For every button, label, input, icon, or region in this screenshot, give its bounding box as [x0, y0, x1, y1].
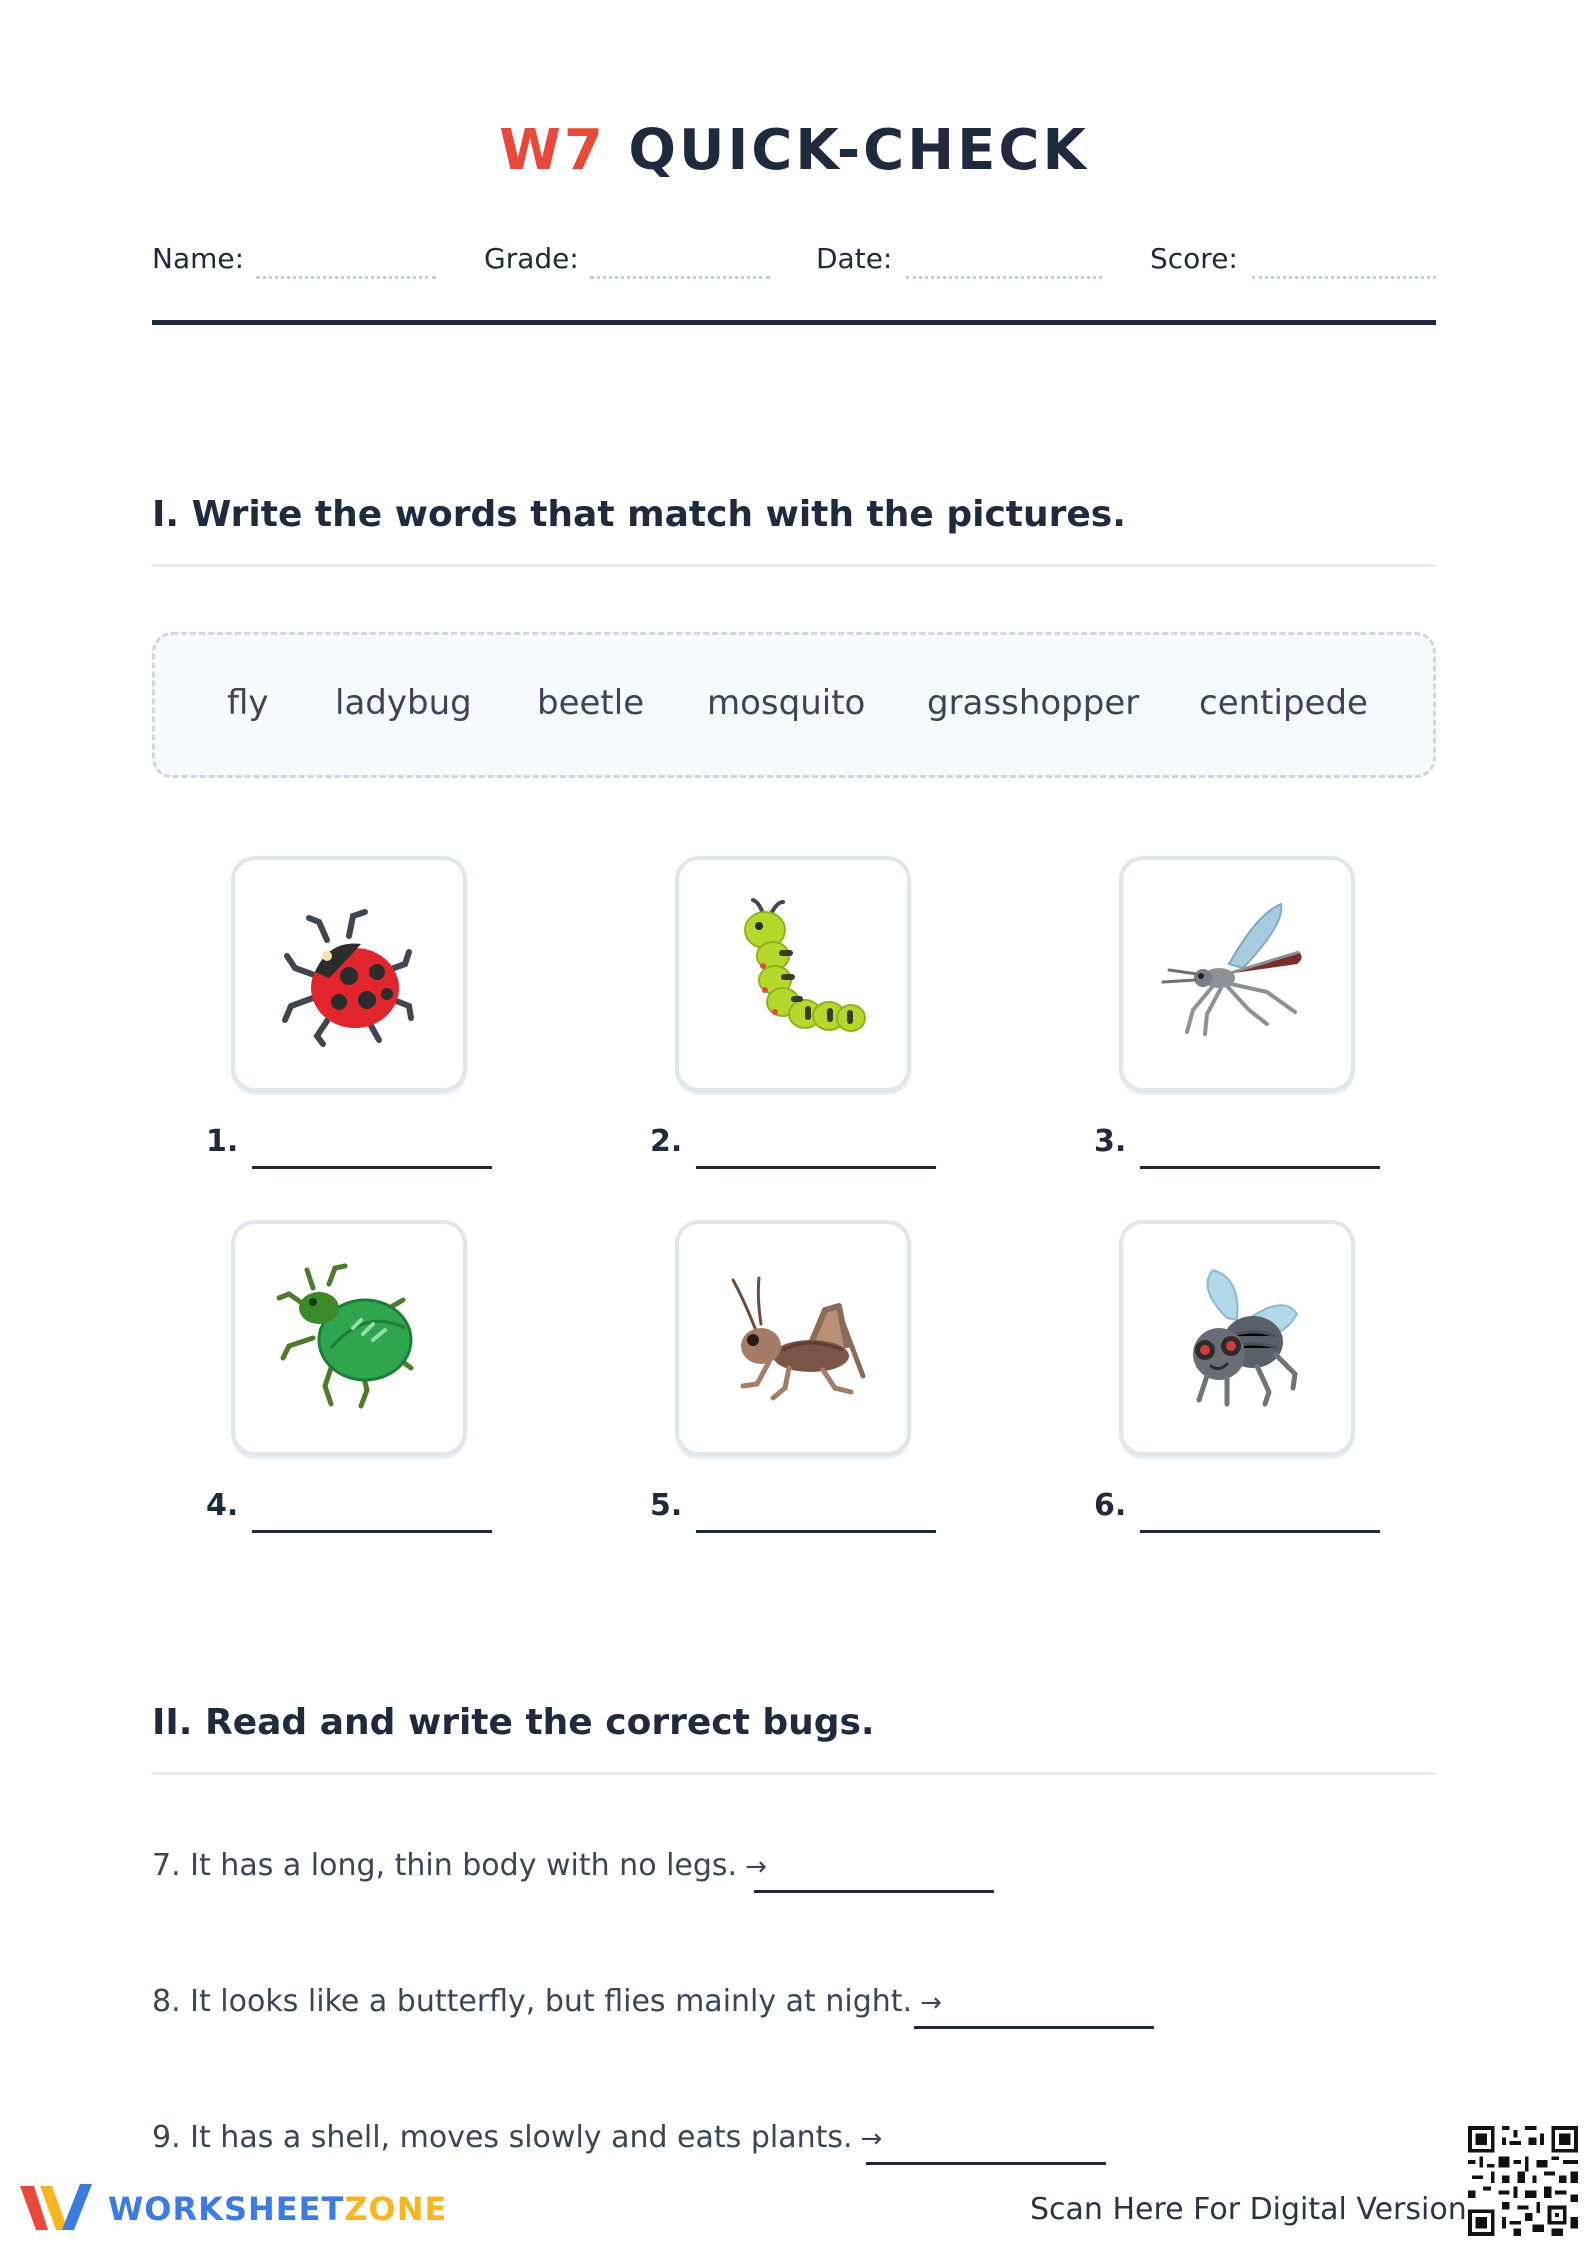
answer-blank-6[interactable] — [1140, 1530, 1380, 1533]
ladybug-icon — [269, 894, 429, 1054]
section-2-divider — [152, 1772, 1436, 1775]
section-1-title: I. Write the words that match with the pictures. — [152, 494, 1126, 535]
brand-name: WORKSHEETZONE — [108, 2190, 448, 2228]
question-text: 8. It looks like a butterfly, but flies mainly at night. — [152, 1984, 913, 2019]
worksheetzone-logo[interactable] — [18, 2180, 448, 2236]
word-bank — [152, 632, 1436, 778]
picture-card-3 — [1119, 856, 1355, 1092]
word-bank-item: beetle — [537, 683, 645, 723]
qr-code-icon[interactable] — [1468, 2126, 1578, 2236]
score-label: Score: — [1150, 242, 1238, 275]
grade-label: Grade: — [484, 242, 579, 275]
item-number: 5. — [650, 1488, 683, 1523]
worksheet-title — [0, 118, 1588, 183]
word-bank-item: ladybug — [335, 683, 472, 723]
word-bank-item: mosquito — [707, 683, 866, 723]
section-2-title: II. Read and write the correct bugs. — [152, 1702, 875, 1743]
question-9 — [152, 2120, 882, 2155]
answer-blank-5[interactable] — [696, 1530, 936, 1533]
arrow-icon: → — [745, 1852, 767, 1882]
item-number: 4. — [206, 1488, 239, 1523]
answer-blank-9[interactable] — [866, 2162, 1106, 2165]
picture-card-5 — [675, 1220, 911, 1456]
mosquito-icon — [1157, 894, 1317, 1054]
word-bank-item: centipede — [1199, 683, 1368, 723]
answer-blank-7[interactable] — [754, 1890, 994, 1893]
score-blank[interactable] — [1252, 276, 1436, 279]
picture-card-2 — [675, 856, 911, 1092]
picture-card-4 — [231, 1220, 467, 1456]
picture-card-6 — [1119, 1220, 1355, 1456]
question-7 — [152, 1848, 767, 1883]
answer-blank-2[interactable] — [696, 1166, 936, 1169]
score-field[interactable] — [1150, 238, 1436, 284]
fly-icon — [1157, 1258, 1317, 1418]
item-number: 2. — [650, 1124, 683, 1159]
grade-blank[interactable] — [590, 276, 770, 279]
question-8 — [152, 1984, 942, 2019]
student-info-fields — [152, 238, 1436, 284]
word-bank-item: grasshopper — [927, 683, 1140, 723]
title-main: QUICK-CHECK — [628, 118, 1089, 183]
logo-mark-icon — [18, 2180, 94, 2236]
arrow-icon: → — [920, 1988, 942, 2018]
picture-card-1 — [231, 856, 467, 1092]
date-label: Date: — [816, 242, 893, 275]
answer-blank-1[interactable] — [252, 1166, 492, 1169]
beetle-icon — [269, 1258, 429, 1418]
answer-blank-8[interactable] — [914, 2026, 1154, 2029]
question-text: 7. It has a long, thin body with no legs. — [152, 1848, 738, 1883]
item-number: 1. — [206, 1124, 239, 1159]
name-field[interactable] — [152, 238, 442, 284]
title-accent: W7 — [499, 118, 606, 183]
arrow-icon: → — [860, 2124, 883, 2154]
date-field[interactable] — [816, 238, 1106, 284]
item-number: 3. — [1094, 1124, 1127, 1159]
header-divider — [152, 320, 1436, 325]
question-text: 9. It has a shell, moves slowly and eats plants. — [152, 2120, 853, 2155]
name-blank[interactable] — [256, 276, 436, 279]
scan-text: Scan Here For Digital Version — [1030, 2192, 1467, 2227]
grasshopper-icon — [713, 1258, 873, 1418]
answer-blank-3[interactable] — [1140, 1166, 1380, 1169]
word-bank-item: fly — [227, 683, 269, 723]
grade-field[interactable] — [484, 238, 774, 284]
section-1-divider — [152, 564, 1436, 567]
caterpillar-icon — [713, 894, 873, 1054]
item-number: 6. — [1094, 1488, 1127, 1523]
name-label: Name: — [152, 242, 245, 275]
date-blank[interactable] — [906, 276, 1102, 279]
answer-blank-4[interactable] — [252, 1530, 492, 1533]
